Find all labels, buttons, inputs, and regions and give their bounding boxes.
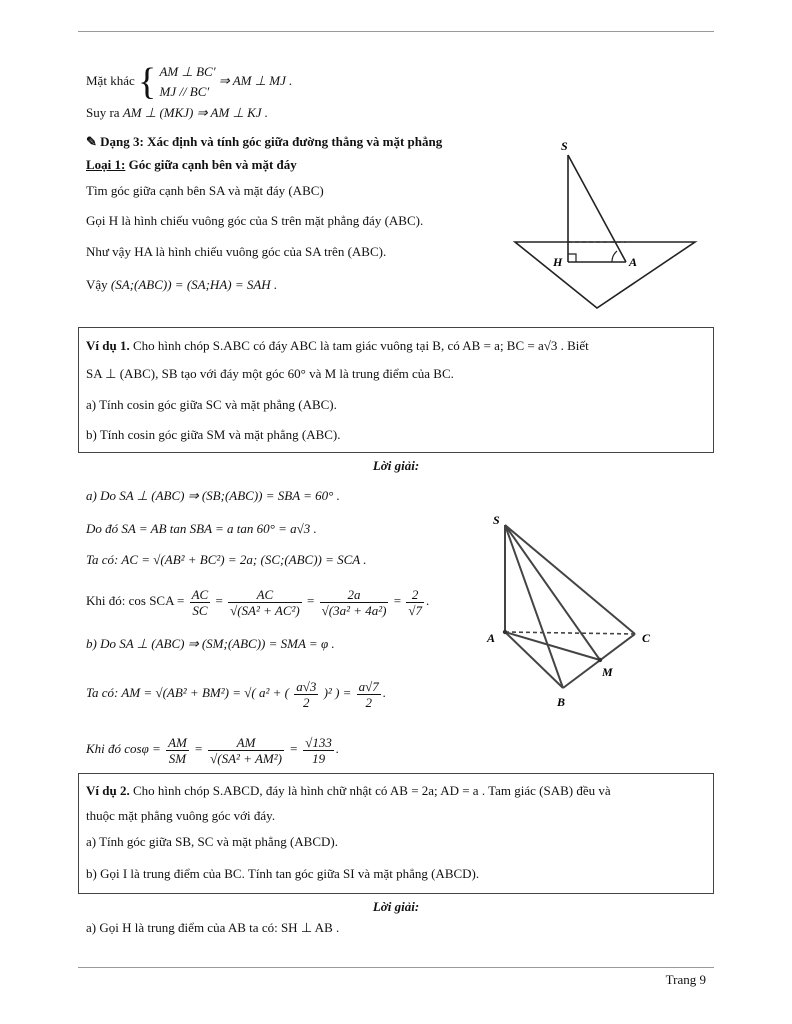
solution1-line-6: Ta có: AM = √(AB² + BM²) = √( a² + ( $\frac{a√3}{2}$ )² ) = $\frac{a√7}{2}$ . [86,678,387,710]
solution1-line-2: Do đó SA = AB tan SBA = a tan 60° = a√3 . [86,521,317,536]
fig2-label-s: S [493,513,500,527]
figure-pyramid-sabc [485,510,665,710]
example1-part-a: a) Tính cosin góc giữa SC và mặt phẳng (ABC). [86,397,337,412]
frac-ac-sqrt: $\frac{AC}{\text{√(SA² + AC²)}}$ [230,586,300,618]
fig1-label-a: A [629,255,638,269]
example2-part-b: b) Gọi I là trung điểm của BC. Tính tan góc giữa SI và mặt phẳng (ABCD). [86,866,480,881]
section-line-3: Như vậy HA là hình chiếu vuông góc của SA trên (ABC). [86,244,387,259]
section-heading [86,134,442,150]
solution1-line-5: b) Do SA ⊥ (ABC) ⇒ (SM;(ABC)) = SMA = φ . [86,636,335,651]
section-line-2: Gọi H là hình chiếu vuông góc của S trên mặt phẳng đáy (ABC). [86,213,424,228]
fig1-label-h: H [553,255,563,269]
page-number: Trang 9 [665,972,706,987]
vay-line [86,277,277,293]
section-line-1: Tìm góc giữa cạnh bên SA và mặt đáy (ABC) [86,183,324,198]
subtype-label: Loại 1: [86,157,126,172]
example2-part-a: a) Tính góc giữa SB, SC và mặt phẳng (ABCD). [86,834,338,849]
fig2-label-c: C [642,631,651,645]
system-result: ⇒ AM ⊥ MJ . [218,72,293,88]
cos-sca-prefix: Khi đó: cos SCA = [86,593,185,608]
mat-khac-line [86,62,292,102]
solution2-title: Lời giải: [372,899,420,914]
am-prefix: Ta có: AM = √(AB² + BM²) = √( a² + ( [86,685,289,700]
suy-ra-expr: AM ⊥ (MKJ) ⇒ AM ⊥ KJ . [122,105,269,120]
vay-expr: (SA;(ABC)) = (SA;HA) = SAH . [110,277,278,292]
example2-line-2: thuộc mặt phẳng vuông góc với đáy. [86,808,276,823]
am-mid: )² ) = [323,685,352,700]
footer-rule [78,967,714,968]
frac-ac-sc: $\frac{AC}{SC}$ [191,586,209,618]
solution1-line-1: a) Do SA ⊥ (ABC) ⇒ (SB;(ABC)) = SBA = 60° . [86,488,340,503]
frac-2-sqrt7: $\frac{2}{√7}$ [408,586,422,618]
example1-part-b: b) Tính cosin góc giữa SM và mặt phẳng (ABC). [86,427,341,442]
frac-a-sqrt7-2: $\frac{a√7}{2}$ [358,678,379,710]
solution1-line-3: Ta có: AC = √(AB² + BC²) = 2a; (SC;(ABC)) = SCA . [86,552,367,567]
fig2-label-m: M [602,665,613,679]
solution2-line-1: a) Gọi H là trung điểm của AB ta có: SH ⊥ AB . [86,920,340,935]
fig2-label-b: B [557,695,566,709]
subtype-title: Góc giữa cạnh bên và mặt đáy [128,157,297,172]
frac-2a-sqrt: $\frac{2a}{\text{√(3a² + 4a²)}}$ [321,586,387,618]
frac-a-sqrt3-2: $\frac{a√3}{2}$ [296,678,317,710]
example1-label: Ví dụ 1. [86,338,130,353]
system-block [159,62,215,102]
example1-text-1: Cho hình chóp S.ABC có đáy ABC là tam giác vuông tại B, có AB = a; BC = a√3 . Biết [132,338,589,353]
pencil-icon: ✎ [86,134,97,149]
section-heading-text: Dạng 3: Xác định và tính góc giữa đường thẳng và mặt phẳng [100,134,443,149]
example2-text-1: Cho hình chóp S.ABCD, đáy là hình chữ nhật có AB = 2a; AD = a . Tam giác (SAB) đều và [132,783,611,798]
frac-am-sm: $\frac{AM}{SM}$ [168,734,187,766]
system-line-1: AM ⊥ BC′ [159,64,216,79]
solution1-title: Lời giải: [372,458,420,473]
solution1-line-7: Khi đó cosφ = $\frac{AM}{SM}$ = $\frac{AM}{\text{√(SA² + AM²)}}$ = $\frac{√133}{19}$ . [86,734,340,766]
figure-angle-sa-plane [505,130,705,320]
system-brace: { [137,61,157,103]
suy-ra-line [86,105,268,121]
fig2-label-a: A [487,631,496,645]
cos-phi-prefix: Khi đó cosφ = [86,741,161,756]
mat-khac-label: Mặt khác [86,72,135,88]
header-rule [78,31,714,32]
example1-line-1 [86,338,589,354]
frac-am-sqrt: $\frac{AM}{\text{√(SA² + AM²)}}$ [210,734,282,766]
system-line-2: MJ // BC′ [159,84,210,99]
vay-label: Vậy [86,277,108,292]
suy-ra-label: Suy ra [86,105,120,120]
solution1-line-4: Khi đó: cos SCA = $\frac{AC}{SC}$ = $\frac{AC}{\text{√(SA² + AC²)}}$ = $\frac{2a}{\text{√(3a² + 4a²)}}$ = $\frac{2}{√7}$ . [86,586,430,618]
frac-sqrt133-19: $\frac{√133}{19}$ [305,734,332,766]
example2-label: Ví dụ 2. [86,783,130,798]
fig1-label-s: S [561,139,568,153]
example1-line-2: SA ⊥ (ABC), SB tạo với đáy một góc 60° và M là trung điểm của BC. [86,366,454,381]
subtype-heading [86,157,297,173]
example2-line-1 [86,783,611,799]
